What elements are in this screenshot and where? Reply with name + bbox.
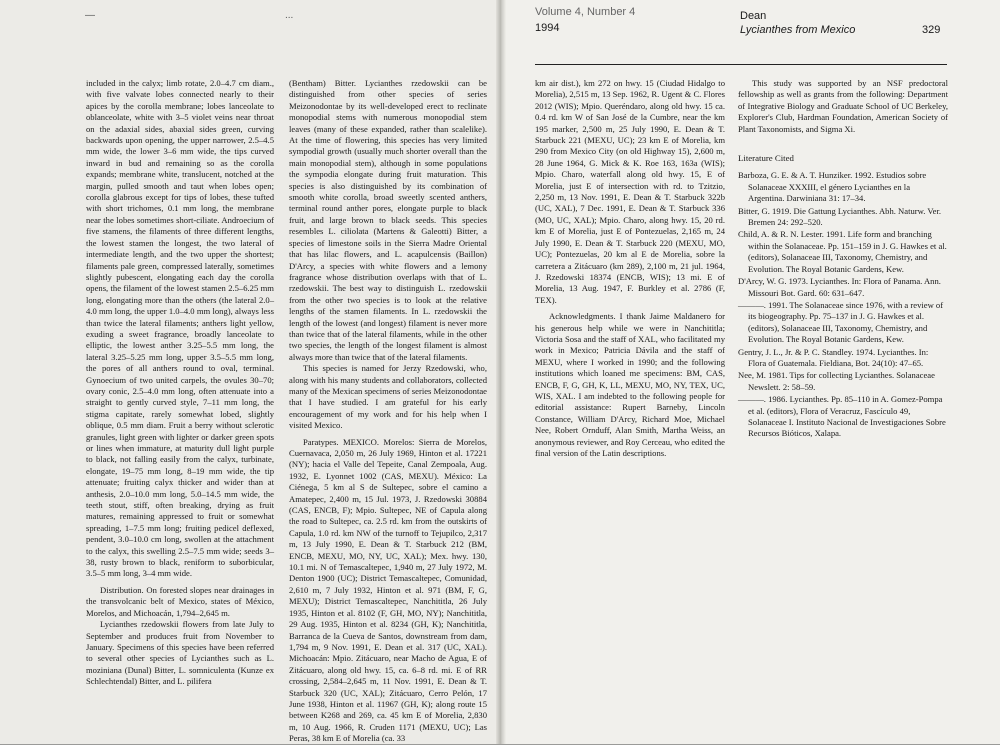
column-1: [86, 78, 274, 738]
column-3: [535, 78, 725, 458]
left-header-cut: [85, 10, 415, 22]
book-gutter: [496, 0, 506, 744]
description-paragraph: included in the calyx; limb rotate, 2.0–4.7 cm diam., with five valvate lobes connected nearly to their apices by the corolla membrane; lobes lanceolate to oblanceolate, white with 3–5 violet veins near throat on the adaxial sides, abaxial sides green, curving backwards upon opening, the upper narrower, 2.5–4.5 mm wide, the lower 3–6 mm wide, the tips curved inward in bud and remaining so as the corolla expands; membrane white, translucent, notched at the margin, pulled smooth and taut when lobes open; corolla glabrous except for tips of lobes, these tufted with short trichomes, 0.1 mm long, the membrane near the lobes sometimes short-ciliate. Androecium of five stamens, the filaments of three different lengths, the lowest stamen the longest, the two lateral of intermediate length, and the two upper the shortest; filaments pale green, compressed laterally, sometimes slightly pubescent, elongating each day the corolla opens, the filament of the lowest stamen 2.5–6.25 mm long, elongating more than the others (the lateral 2.0–4.0 mm long, the upper 1.0–4.0 mm long), always less than twice the lateral filaments; anthers light yellow, exuding a sweet fragrance, broadly lanceolate to elliptic, the lowest anther 3.25–5.5 mm long, the lateral 3.25–5.25 mm long, upper 3.5–5.5 mm long, the pores of all anthers round to oval, terminal. Gynoecium of two united carpels, the ovules 30–70; ovary conic, 2.5–4.0 mm long, often attenuate into a straight to gently curved style, 7–11 mm long, the stigma capitate, rarely somewhat lobed, slightly oblique, 0.5 mm diam. Fruit a berry without sclerotic granules, light green with lighter or darker green spots or lines when immature, at maturity dull light purple to black, not falling easily from the calyx, turbinate, elongate, 19–75 mm long, 8–19 mm wide, the tip attenuate; fruiting calyx thicker and wider than at anthesis, 2.0–10.0 mm long, 5.0–14.5 mm wide, the teeth stout, stiff, often breaking, drying as fruit matures, remaining appressed to fruit or somewhat spreading, 1–7.5 mm long; fruiting pedicel deflexed, pendent, 3.0–10.0 cm long, swollen at the attachment to the calyx, this swelling 2.5–7.5 mm wide; seeds 3–38, rusty brown to black, reniform to suborbicular, 3.5–5 mm long, 3–4 mm wide.: [86, 78, 274, 579]
header-rule: [535, 64, 947, 65]
right-page: [500, 0, 1000, 744]
left-header-cut-center: ...: [285, 10, 294, 21]
reference-item: Barboza, G. E. & A. T. Hunziker. 1992. Estudios sobre Solanaceae XXXIII, el género Lycianthes en la Argentina. Darwiniana 31: 17–34.: [738, 170, 927, 204]
page-number: 329: [922, 24, 941, 36]
reference-item: ———. 1991. The Solanaceae since 1976, with a review of its biogeography. Pp. 75–137 in J. G. Hawkes et al. (editors), Solanaceae III, Taxonomy, Chemistry, and Evolution. The Royal Botanic Gardens, Kew.: [738, 299, 944, 345]
paratypes-paragraph: Paratypes. MEXICO. Morelos: Sierra de Morelos, Cuernavaca, 2,050 m, 26 July 1969, Hinton et al. 17221 (NY); hacia el Valle del Tepeite, Canal Zempoala, Aug. 1932, E. Lyonnet 1002 (CAS, MEXU). México: La Ciénega, 5 km al S de Sultepec, sobre el camino a Amatepec, 2,400 m, 15 Jul. 1973, J. Rzedowski 30884 (CAS, ENCB, F); Mpio. Sultepec, NE of Capula along the road to Sultepec, ca. 2.5 rd. km from the outskirts of Capula, 1.0 rd. km NW of the turnoff to Tejupilco, 2,317 m, 13 July 1990, E. Dean & T. Starbuck 212 (BM, ENCB, MEXU, MO, NY, UC, XAL); Mex. hwy. 130, 10.1 mi. N of Temascaltepec, 1,940 m, 27 July 1972, M. Denton 1900 (UC); District Temascaltepec, Comunidad, 2,610 m, 7 July 1932, Hinton et al. 971 (BM, F, G, MEXU); District Temascaltepec, Nanchititla, 26 July 1935, Hinton et al. 8102 (F, GH, MO, NY); Nanchititla, 29 Aug. 1935, Hinton et al. 8234 (GH, K); Nanchititla, Barranca de la Cueva de Santos, downstream from dam, 1,794 m, 9 Nov. 1991, E. Dean et al. 317 (UC, XAL). Michoacán: Mpio. Zitácuaro, near Macho de Agua, E of Zitácuaro, along old hwy. 15, ca. 6–8 rd. mi. E of RR crossing, 2,584–2,645 m, 11 Nov. 1991, E. Dean & T. Starbuck 320 (UC, XAL); Zitácuaro, Cerro Pelón, 17 June 1938, Hinton et al. 11967 (GH, K); along route 15 between K268 and 269, ca. 45 km E of Morelia, 2,830 m, 10 Aug. 1966, R. Cruden 1171 (MEXU, UC); Las Peras, 38 km E of Morelia (ca. 33: [289, 436, 487, 744]
header-author: Dean: [740, 10, 767, 22]
funding-paragraph: This study was supported by an NSF predoctoral fellowship as well as grants from the following: Department of Integrative Biology and Graduate School of UC Berkeley, Explorer's Club, Hardman Foundation, American Society of Plant Taxonomists, and Sigma Xi.: [738, 78, 948, 134]
reference-item: D'Arcy, W. G. 1973. Lycianthes. In: Flora of Panama. Ann. Missouri Bot. Gard. 60: 631–647.: [738, 276, 941, 298]
comparison-paragraph: (Bentham) Bitter. Lycianthes rzedowskii can be distinguished from other species of series Meizonodontae by its well-developed erect to reclinate monopodial stems with numerous monopodial stem leaves (many of these expanded, rather than scalelike). At the time of flowering, this species has very limited sympodial growth (usually much shorter overall than the main monopodial stem), although in some populations the sympodia elongate during fruit maturation. This species is also distinguished by its combination of smooth white corolla, broad sweetly scented anthers, terminal round anther pores, elongate purple to black fruit, and large brown to black seeds. This species resembles L. ciliolata (Martens & Galeotti) Bitter, a species of limestone soils in the Sierra Madre Oriental that has lilac flowers, and L. acapulcensis (Baillon) D'Arcy, a species with white flowers and a lemony fragrance whose distribution overlaps with that of L. rzedowskii. The best way to distinguish L. rzedowskii from the other two species is to look at the relative lengths of the stamen filaments. In L. rzedowskii the length of the lowest (and longest) filament is never more than twice that of the lateral filaments, while in the other two species, the length of the longest filament is almost always more than twice that of the lateral filaments.: [289, 78, 487, 362]
column-4: [738, 78, 948, 498]
literature-heading: Literature Cited: [738, 153, 794, 164]
reference-item: ———. 1986. Lycianthes. Pp. 85–110 in A. Gomez-Pompa et al. (editors), Flora of Veracruz, Fascículo 49, Solanaceae I. Instituto Nacional de Investigaciones Sobre Recursos Bióticos, Xalapa.: [738, 394, 946, 439]
paratypes-continued: km air dist.), km 272 on hwy. 15 (Ciudad Hidalgo to Morelia), 2,515 m, 13 Sep. 1962, R. Ugent & C. Flores 2012 (WIS); Mpio. Queréndaro, along old hwy. 15 ca. 0.4 rd. km W of San José de la Cumbre, near the km 195 marker, 2,500 m, 25 July 1990, E. Dean & T. Starbuck 221 (MEXU, UC); 23 km E of Morelia, km 290 from Mexico City (on old Highway 15), 2,600 m, 28 June 1964, G. Mick & K. Roe 163, 163a (WIS); Mpio. Charo, waterfall along old hwy. 15, E of Morelia, just E of intersection with rd. to Tzitzio, 2,250 m, 13 Nov. 1991, E. Dean & T. Starbuck 322b (UC, XAL), 7 Dec. 1991, E. Dean & T. Starbuck 336 (MO, UC, XAL); Mpio. Charo, along hwy. 15, 20 rd. km E of Morelia, just E of Pontezuelas, 2,165 m, 24 July 1990, E. Dean & T. Starbuck 220 (MEXU, MO, UC); Pontezuelas, 20 km al E de Morelia, sobre la carretera a Zitácuaro (km 289), 2,100 m, 21 jul. 1964, J. Rzedowski 18374 (ENCB, WIS); 13 mi. E of Morelia, 13 Aug. 1947, F. Burkley et al. 2786 (F, TEX).: [535, 78, 725, 305]
distribution-paragraph: Distribution. On forested slopes near drainages in the transvolcanic belt of Mexico, states of México, Morelos, and Michoacán, 1,794–2,645 m.: [86, 584, 274, 618]
header-title: Lycianthes from Mexico: [740, 24, 856, 36]
column-2: [289, 78, 487, 744]
acknowledgments-paragraph: Acknowledgments. I thank Jaime Maldanero for his generous help while we were in Nanchititla; Victoria Sosa and the staff of XAL, who facilitated my work in Mexico; Patricia Dávila and the staff of MEXU, where I worked in 1990; and the following institutions which loaned me specimens: BM, CAS, ENCB, F, G, GH, K, LL, MEXU, MO, NY, TEX, UC, WIS, XAL. I am indebted to the following people for editorial assistance: Rupert Barneby, Lincoln Constance, William D'Arcy, Richard Moe, Michael Nee, Robert Ornduff, Alan Smith, Martha Weiss, an anonymous reviewer, and Roy Cerceau, who edited the final version of the Latin descriptions.: [535, 311, 725, 458]
reference-item: Bitter, G. 1919. Die Gattung Lycianthes. Abh. Naturw. Ver. Bremen 24: 292–520.: [738, 205, 942, 228]
reference-item: Nee, M. 1981. Tips for collecting Lycianthes. Solanaceae Newslett. 2: 58–59.: [738, 370, 935, 392]
left-page: [0, 0, 500, 744]
header-volume: Volume 4, Number 4: [535, 6, 636, 18]
left-header-cut-left: —: [85, 10, 95, 21]
etymology-paragraph: This species is named for Jerzy Rzedowski, who, along with his many students and collaborators, collected many of the Mexican specimens of series Meizonodontae that I have studied. I am grateful for his early encouragement of my work and for his help when I visited Mexico.: [289, 363, 487, 431]
reference-item: Child, A. & R. N. Lester. 1991. Life form and branching within the Solanaceae. Pp. 151–159 in J. G. Hawkes et al. (editors), Solanaceae III, Taxonomy, Chemistry, and Evolution. The Royal Botanic Gardens, Kew.: [738, 229, 947, 274]
reference-item: Gentry, J. L., Jr. & P. C. Standley. 1974. Lycianthes. In: Flora of Guatemala. Fieldiana, Bot. 24(10): 47–65.: [738, 346, 929, 368]
phenology-paragraph: Lycianthes rzedowskii flowers from late July to September and produces fruit from November to January. Specimens of this species have been referred to several other species of Lycianthes such as L. moziniana (Dunal) Bitter, L. somniculenta (Kunze ex Schlechtendal) Bitter, and L. pilifera: [86, 619, 274, 687]
header-year: 1994: [535, 22, 560, 34]
